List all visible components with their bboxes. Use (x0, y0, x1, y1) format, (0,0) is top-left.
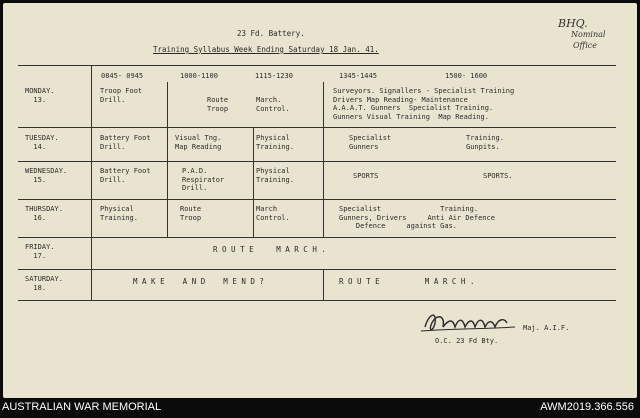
handwritten-note: Office (573, 41, 597, 50)
table-rule (253, 127, 254, 237)
day-label: FRIDAY. 17. (25, 243, 55, 260)
time-header: 1115-1230 (255, 72, 293, 80)
schedule-cell: Surveyors. Signallers - Specialist Training Drivers Map Reading- Maintenance A.A.A.T. Gunners Specialist Training. Gunners Visual Training Map Reading. (333, 87, 515, 121)
document-title: 23 Fd. Battery. (237, 29, 305, 38)
table-rule (18, 65, 616, 66)
schedule-cell: March. Control. (256, 96, 290, 113)
time-header: 1500- 1600 (445, 72, 488, 80)
schedule-cell: SPORTS. (483, 172, 513, 180)
schedule-cell: M A K E A N D M E N D ? (133, 277, 264, 286)
table-rule (18, 269, 616, 270)
table-rule (323, 269, 324, 300)
table-rule (323, 82, 324, 237)
schedule-cell: Battery Foot Drill. (100, 134, 151, 151)
day-label: TUESDAY. 14. (25, 134, 59, 151)
schedule-cell: Physical Training. (100, 205, 138, 222)
schedule-cell: Route Troop (180, 205, 202, 222)
signature-rank: Maj. A.I.F. (523, 324, 570, 332)
day-label: MONDAY. 13. (25, 87, 55, 104)
archive-id: AWM2019.366.556 (540, 401, 634, 413)
handwritten-note: BHQ. (558, 17, 588, 30)
day-label: WEDNESDAY. 15. (25, 167, 68, 184)
signature-title: O.C. 23 Fd Bty. (435, 337, 499, 345)
schedule-cell: Physical Training. (256, 167, 294, 184)
document-subtitle: Training Syllabus Week Ending Saturday 18 Jan. 41. (153, 45, 379, 54)
schedule-cell: Battery Foot Drill. (100, 167, 151, 184)
table-rule (18, 199, 616, 200)
day-label: SATURDAY. 18. (25, 275, 63, 292)
schedule-cell: R O U T E M A R C H . (339, 277, 475, 286)
schedule-cell: Route Troop (207, 96, 229, 113)
table-rule (18, 237, 616, 238)
time-header: 1345-1445 (339, 72, 377, 80)
signature-scrawl (419, 305, 519, 339)
day-label: THURSDAY. 16. (25, 205, 63, 222)
table-rule (18, 127, 616, 128)
schedule-cell: Visual Tng. Map Reading (175, 134, 222, 151)
schedule-cell: Specialist Gunners (349, 134, 392, 151)
table-rule (18, 161, 616, 162)
schedule-cell: Training. Gunpits. (466, 134, 504, 151)
archive-credit: AUSTRALIAN WAR MEMORIAL (2, 401, 162, 413)
table-rule (167, 82, 168, 237)
time-header: 1000-1100 (180, 72, 218, 80)
document-page (3, 3, 637, 398)
schedule-cell: Physical Training. (256, 134, 294, 151)
schedule-cell: March Control. (256, 205, 290, 222)
schedule-cell: Specialist Training. Gunners, Drivers Anti Air Defence Defence against Gas. (339, 205, 495, 230)
schedule-cell: Troop Foot Drill. (100, 87, 143, 104)
schedule-cell: R O U T E M A R C H . (213, 245, 326, 254)
handwritten-note: Nominal (571, 30, 606, 39)
schedule-cell: P.A.D. Respirator Drill. (182, 167, 225, 192)
table-rule (91, 65, 92, 300)
time-header: 0845- 0945 (101, 72, 144, 80)
table-rule (18, 300, 616, 301)
schedule-cell: SPORTS (353, 172, 379, 180)
